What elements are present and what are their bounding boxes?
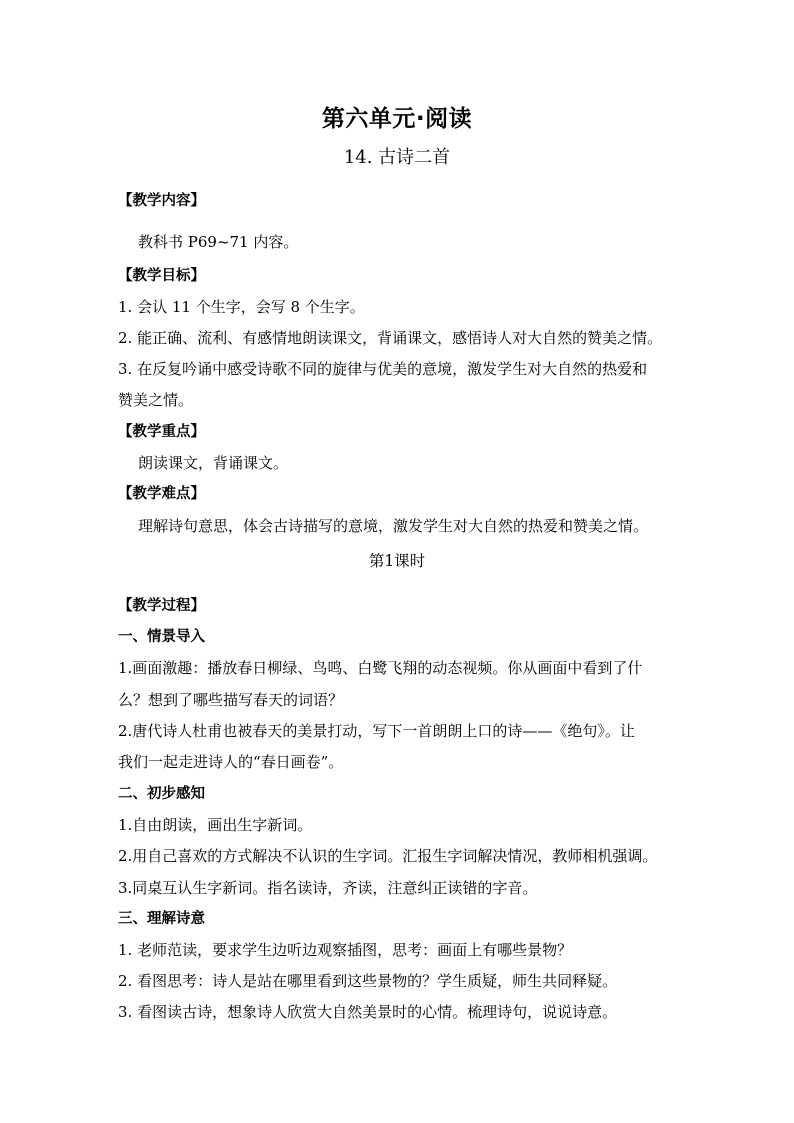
part-3-heading: 三、理解诗意: [118, 911, 205, 927]
part-1-item-1-line-2: 么？想到了哪些描写春天的词语？: [118, 691, 344, 709]
difficulty-text: 理解诗句意思，体会古诗描写的意境，激发学生对大自然的热爱和赞美之情。: [138, 517, 649, 535]
part-2-heading: 二、初步感知: [118, 786, 205, 802]
goal-item-3-line-1: 3. 在反复吟诵中感受诗歌不同的旋律与优美的意境，激发学生对大自然的热爱和: [118, 360, 648, 378]
part-1-item-2-line-2: 我们一起走进诗人的“春日画卷”。: [118, 753, 344, 771]
part-3-item-2: 2. 看图思考：诗人是站在哪里看到这些景物的？学生质疑，师生共同释疑。: [118, 972, 618, 990]
process-heading: 【教学过程】: [118, 598, 205, 614]
goal-item-1: 1. 会认 11 个生字，会写 8 个生字。: [118, 298, 365, 316]
key-text: 朗读课文，背诵课文。: [138, 454, 289, 472]
goals-heading: 【教学目标】: [118, 268, 205, 284]
part-2-item-3: 3.同桌互认生字新词。指名读诗，齐读，注意纠正读错的字音。: [118, 879, 538, 897]
key-heading: 【教学重点】: [118, 424, 205, 440]
lesson-subtitle: 14. 古诗二首: [343, 147, 451, 168]
lesson-label: 第1课时: [368, 552, 426, 570]
page-title: 第六单元·阅读: [321, 106, 473, 132]
part-1-item-1-line-1: 1.画面激趣：播放春日柳绿、鸟鸣、白鹭飞翔的动态视频。你从画面中看到了什: [118, 659, 643, 677]
part-3-item-3: 3. 看图读古诗，想象诗人欣赏大自然美景时的心情。梳理诗句，说说诗意。: [118, 1003, 618, 1021]
difficulty-heading: 【教学难点】: [118, 486, 205, 502]
goal-item-3-line-2: 赞美之情。: [118, 391, 194, 409]
content-text: 教科书 P69~71 内容。: [138, 233, 299, 251]
part-3-item-1: 1. 老师范读，要求学生边听边观察插图，思考：画面上有哪些景物？: [118, 941, 573, 959]
content-heading: 【教学内容】: [118, 193, 205, 209]
part-1-item-2-line-1: 2.唐代诗人杜甫也被春天的美景打动，写下一首朗朗上口的诗——《绝句》。让: [118, 722, 635, 740]
goal-item-2: 2. 能正确、流利、有感情地朗读课文，背诵课文，感悟诗人对大自然的赞美之情。: [118, 329, 663, 347]
part-1-heading: 一、情景导入: [118, 629, 205, 645]
part-2-item-1: 1.自由朗读，画出生字新词。: [118, 816, 313, 834]
part-2-item-2: 2.用自己喜欢的方式解决不认识的生字词。汇报生字词解决情况，教师相机强调。: [118, 847, 658, 865]
